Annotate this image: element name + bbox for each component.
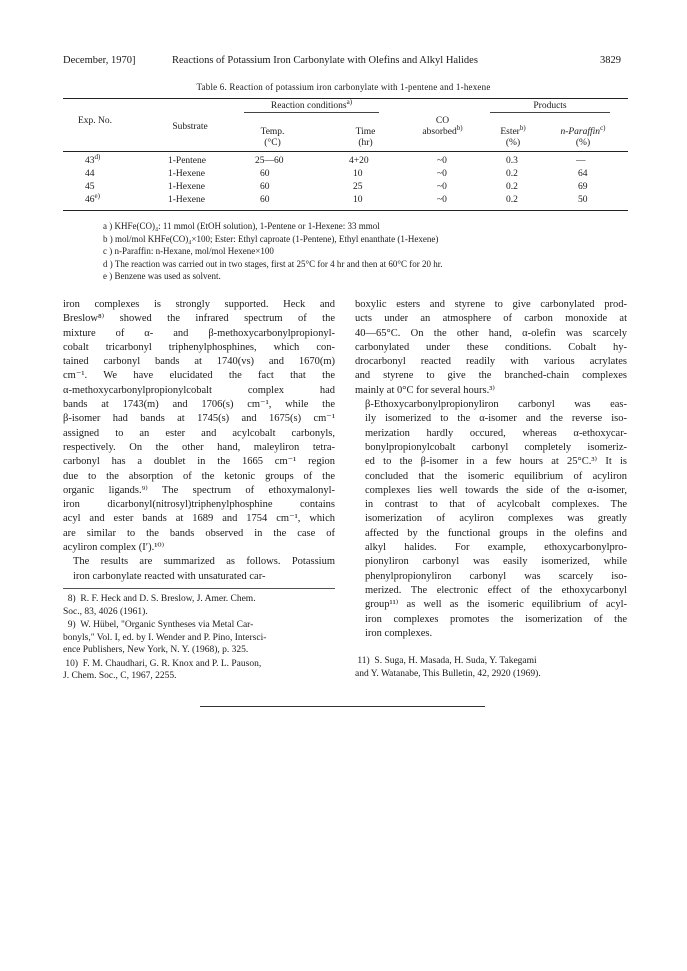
reference-line: 11) S. Suga, H. Masada, H. Suda, Y. Takegami [355,656,537,666]
col-exp-header: Exp. No. [77,116,113,126]
cell-ester: 0.2 [506,169,518,179]
table-footnotes [103,220,442,283]
table-body [63,152,628,207]
cell-time: 10 [353,195,363,205]
cell-ester: 0.3 [506,156,518,166]
text-line: are similar to the bands observed in the case of [63,527,335,539]
page-number: 3829 [600,55,621,66]
col-time-header: Time (hr) [355,127,376,148]
conditions-span-rule [244,112,379,113]
cell-exp: 44 [85,169,95,179]
right-paragraph-1 [355,298,627,398]
text-line: iron carbonylate reacted with unsaturated car- [73,570,266,582]
reference-line: 10) F. M. Chaudhari, G. R. Knox and P. L. Pauson, [63,658,262,669]
cell-ester: 0.2 [506,182,518,192]
text-line: organic ligands.⁹⁾ The spectrum of ethoxymalonyl- [63,484,335,496]
reference-item [355,655,627,680]
text-line: iron complexes. [365,627,433,639]
table-row [63,191,628,207]
reference-line: 8) R. F. Heck and D. S. Breslow, J. Amer. Chem. [63,594,256,604]
text-line: merization hardly occured, whereas α-ethoxycar- [365,427,627,439]
right-paragraph-2 [355,398,627,641]
text-line: isomerization of acyliron complexes was greatly [365,513,627,525]
text-line: phenylpropionyliron carbonyl was scarcely iso- [365,570,627,582]
cell-substrate: 1-Pentene [168,156,206,166]
table-footnote: b ) mol/mol KHFe(CO)₄×100; Ester: Ethyl caproate (1-Pentene), Ethyl enanthate (1-Hexene) [103,233,439,244]
text-line: affected by the functional groups in the olefins and [365,527,627,539]
left-paragraph-1 [63,298,335,555]
text-line: bonylpropionylcobalt carbonyl completely isomeriz- [365,441,627,453]
cell-co: ~0 [437,182,447,192]
text-line: merized. The electronic effect of the ethoxycarbonyl [365,584,627,596]
text-line: drocarbonyl reacted readily with various acrylates [355,356,627,368]
table-caption: Table 6. Reaction of potassium iron carbonylate with 1-pentene and 1-hexene [196,82,491,92]
cell-paraffin: 50 [578,195,588,205]
text-line: due to the absorption of the ketonic groups of the [63,470,335,482]
text-line: iron dicarbonyl(nitrosyl)triphenylphosphine contains [63,499,335,511]
text-line: pionyliron carbonyl was easily isomerized, while [365,556,627,568]
table-row [63,152,628,168]
cell-co: ~0 [437,156,447,166]
cell-temp: 60 [260,169,270,179]
table-bottom-rule [63,210,628,211]
text-line: concluded that the isomeric equilibrium of acyliron [365,470,627,482]
reference-item [63,658,335,683]
text-line: cobalt tricarbonyl triphenylphosphines, which con- [63,341,335,353]
cell-substrate: 1-Hexene [168,195,205,205]
col-temp-header: Temp. (°C) [260,127,285,148]
group-products-header: Products [533,101,567,111]
text-line: iron complexes promotes the isomerization of the [365,613,627,625]
cell-paraffin: 69 [578,182,588,192]
table-footnote: c ) n-Paraffin: n-Hexane, mol/mol Hexene×100 [103,246,274,256]
footnote-separator [63,588,335,589]
text-line: Breslow⁸⁾ showed the infrared spectrum of the [63,313,335,325]
col-ester-header: Ester$^{b)}$ (%) [500,123,526,148]
text-line: cm⁻¹. We have elucidated the fact that the [63,370,335,382]
cell-exp: 43$^{d)}$ [85,152,101,166]
table-top-rule [63,98,628,99]
table-row [63,168,628,181]
text-line: ucts under an atmosphere of carbon monoxide at [355,313,627,325]
table-row [63,181,628,194]
running-header-title: Reactions of Potassium Iron Carbonylate with Olefins and Alkyl Halides [172,55,478,66]
cell-temp: 25—60 [255,156,284,166]
text-line: and styrene to give the branched-chain complexes [355,370,627,382]
reference-line: Soc., 83, 4026 (1961). [63,606,148,617]
reference-item [63,619,335,657]
cell-co: ~0 [437,195,447,205]
text-line: carbonylated under these conditions. Cobalt hy- [355,341,627,353]
left-paragraph-2 [63,555,335,584]
cell-ester: 0.2 [506,195,518,205]
running-header-date: December, 1970] [63,55,136,66]
text-line: mixture of α- and β-methoxycarbonylpropionyl- [63,327,335,339]
cell-substrate: 1-Hexene [168,169,205,179]
right-column-text [355,298,627,641]
cell-co: ~0 [437,169,447,179]
cell-time: 25 [353,182,363,192]
reference-item [63,593,335,618]
text-line: acyl and ester bands at 1689 and 1754 cm⁻¹, which [63,513,335,525]
text-line: 40—65°C. On the other hand, α-olefin was scarcely [355,327,627,339]
table-footnote: a ) KHFe(CO)₄: 11 mmol (EtOH solution), 1-Pentene or 1-Hexene: 33 mmol [103,221,380,231]
cell-exp: 45 [85,182,95,192]
cell-paraffin: — [576,156,586,166]
text-line: carbonyl has a doublet in the 1665 cm⁻¹ region [63,456,335,468]
reference-line: 9) W. Hübel, "Organic Syntheses via Metal Car- [63,620,254,630]
cell-time: 10 [353,169,363,179]
text-line: α-methoxycarbonylpropionylcobalt complex had [63,384,335,396]
text-line: boxylic esters and styrene to give carbonylated prod- [355,299,627,310]
text-line: assigned to an ester and acylcobalt carbonyls, [63,427,335,439]
left-column-text [63,298,335,584]
col-co-header: CO absorbed$^{b)}$ [422,116,463,137]
cell-exp: 46$^{e)}$ [85,191,100,205]
text-line: The results are summarized as follows. Potassium [73,556,335,568]
text-line: β-isomer had bands at 1745(s) and 1675(s) cm⁻¹ [63,413,335,425]
end-rule [200,706,485,707]
text-line: acyliron complex (I′).¹⁰⁾ [63,542,165,554]
references-left [63,593,335,684]
reference-line: and Y. Watanabe, This Bulletin, 42, 2920 (1969). [355,668,541,679]
text-line: ed to the β-isomer in a few hours at 25°C.³⁾ It is [365,456,627,468]
text-line: β-Ethoxycarbonylpropionyliron carbonyl was eas- [365,399,627,411]
products-span-rule [490,112,610,113]
cell-temp: 60 [260,182,270,192]
text-line: ily isomerized to the α-isomer and the reverse iso- [365,413,627,425]
text-line: alkyl halides. For example, ethoxycarbonylpro- [365,542,627,554]
text-line: iron complexes is strongly supported. Heck and [63,299,335,310]
cell-temp: 60 [260,195,270,205]
reference-line: J. Chem. Soc., C, 1967, 2255. [63,671,177,681]
table-header-rule [63,151,628,152]
references-right [355,655,627,681]
text-line: mainly at 0°C for several hours.³⁾ [355,384,495,396]
group-conditions-header: Reaction conditions$^{a)}$ [270,97,353,111]
table-footnote: d ) The reaction was carried out in two stages, first at 25°C for 4 hr and then at 60°C for 20 hr. [103,258,443,269]
col-paraffin-header: n-Paraffin$^{c)}$ (%) [560,123,606,148]
text-line: in contrast to that of acylcobalt complexes. The [365,499,627,511]
cell-paraffin: 64 [578,169,588,179]
col-substrate-header: Substrate [172,122,208,132]
text-line: tained carbonyl bands at 1740(vs) and 1670(m) [63,356,335,368]
text-line: group¹¹⁾ as well as the isomeric equilibrium of acyl- [365,599,627,611]
text-line: respectively. On the other hand, maleyliron tetra- [63,441,335,453]
cell-substrate: 1-Hexene [168,182,205,192]
table-footnote: e ) Benzene was used as solvent. [103,271,221,281]
reference-line: bonyls," Vol. I, ed. by I. Wender and P. Pino, Intersci- [63,632,267,643]
reference-line: ence Publishers, New York, N. Y. (1968), p. 325. [63,645,249,655]
cell-time: 4+20 [349,156,369,166]
text-line: bands at 1743(m) and 1706(s) cm⁻¹, while the [63,399,335,411]
text-line: complexes lies well towards the side of the α-isomer, [365,484,627,496]
